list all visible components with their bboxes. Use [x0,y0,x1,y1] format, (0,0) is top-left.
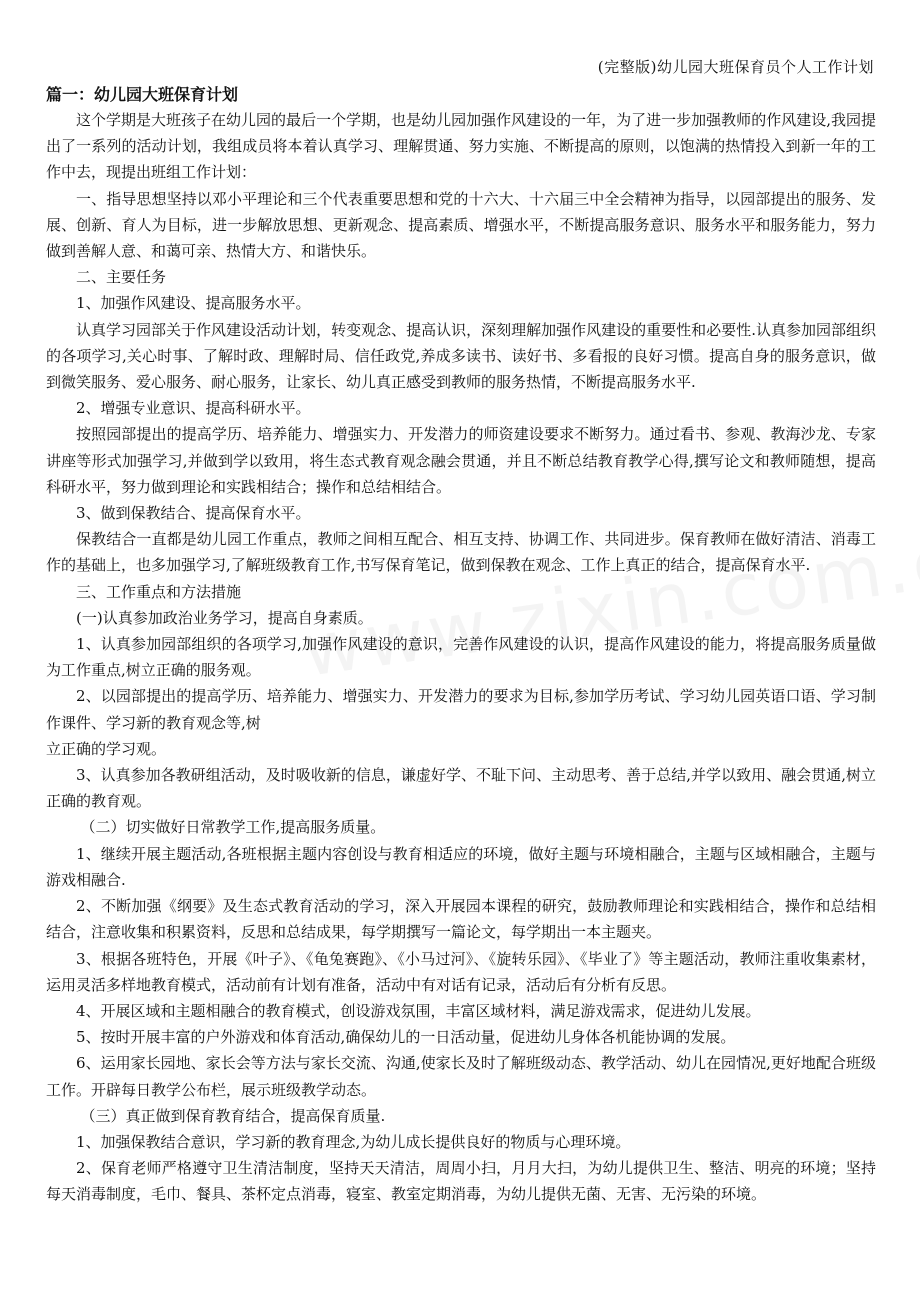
subheading-care-education: （三）真正做到保育教育结合，提高保育质量. [80,1106,386,1125]
intro-paragraph: 这个学期是大班孩子在幼儿园的最后一个学期，也是幼儿园加强作风建设的一年，为了进一步加强教师的作风建设,我园提出了一系列的活动计划，我组成员将本着认真学习、理解贯通、努力实施、不断提高的原则，以饱满的热情投入到新一年的工作中去，现提出班组工作计划： [46,111,876,182]
task-3-heading: 3、做到保教结合、提高保育水平。 [76,504,311,523]
subheading-daily-teaching: （二）切实做好日常教学工作,提高服务质量。 [80,818,386,837]
document-header-title: (完整版)幼儿园大班保育员个人工作计划 [597,58,874,76]
heading-main-tasks: 二、主要任务 [76,268,167,287]
task-1-heading: 1、加强作风建设、提高服务水平。 [76,294,311,313]
care-item-2: 2、保育老师严格遵守卫生清洁制度，坚持天天清洁，周周小扫，月月大扫，为幼儿提供卫生、整洁、明亮的环境；坚持每天消毒制度，毛巾、餐具、茶杯定点消毒，寝室、教室定期消毒，为幼儿提供无菌、无害、无污染的环境。 [46,1159,876,1204]
task-2-paragraph: 按照园部提出的提高学历、培养能力、增强实力、开发潜力的师资建设要求不断努力。通过看书、参观、教海沙龙、专家讲座等形式加强学习,并做到学以致用，将生态式教育观念融会贯通，并且不断总结教育教学心得,撰写论文和教师随想，提高科研水平，努力做到理论和实践相结合；操作和总结相结合。 [46,425,876,496]
section-title: 篇一：幼儿园大班保育计划 [46,85,239,104]
teaching-item-5: 5、按时开展丰富的户外游戏和体育活动,确保幼儿的一日活动量，促进幼儿身体各机能协调的发展。 [76,1028,736,1047]
guiding-ideology-paragraph: 一、指导思想坚持以邓小平理论和三个代表重要思想和党的十六大、十六届三中全会精神为指导，以园部提出的服务、发展、创新、育人为目标，进一步解放思想、更新观念、提高素质、增强水平，不断提高服务意识、服务水平和服务能力，努力做到善解人意、和蔼可亲、热情大方、和谐快乐。 [46,189,876,261]
task-3-paragraph: 保教结合一直都是幼儿园工作重点，教师之间相互配合、相互支持、协调工作、共同进步。保育教师在做好清洁、消毒工作的基础上，也多加强学习,了解班级教育工作,书写保育笔记，做到保教在观念、工作上真正的结合，提高保育水平. [46,530,876,575]
study-item-1: 1、认真参加园部组织的各项学习,加强作风建设的意识，完善作风建设的认识，提高作风建设的能力，将提高服务质量做为工作重点,树立正确的服务观。 [46,635,876,680]
study-item-2-continued: 立正确的学习观。 [46,739,167,758]
teaching-item-3: 3、根据各班特色，开展《叶子》、《龟兔赛跑》、《小马过河》、《旋转乐园》、《毕业了》等主题活动，教师注重收集素材，运用灵活多样地教育模式，活动前有计划有准备，活动中有对话有记录，活动后有分析有反思。 [46,949,876,994]
teaching-item-6: 6、运用家长园地、家长会等方法与家长交流、沟通,使家长及时了解班级动态、教学活动、幼儿在园情况,更好地配合班级工作。开辟每日教学公布栏，展示班级教学动态。 [46,1054,876,1099]
teaching-item-1: 1、继续开展主题活动,各班根据主题内容创设与教育相适应的环境，做好主题与环境相融合，主题与区域相融合，主题与游戏相融合. [46,844,876,889]
study-item-3: 3、认真参加各教研组活动，及时吸收新的信息，谦虚好学、不耻下问、主动思考、善于总结,并学以致用、融会贯通,树立正确的教育观。 [46,766,876,811]
study-item-2: 2、以园部提出的提高学历、培养能力、增强实力、开发潜力的要求为目标,参加学历考试、学习幼儿园英语口语、学习制作课件、学习新的教育观念等,树 [46,687,876,732]
document-body [46,82,876,1208]
task-1-paragraph: 认真学习园部关于作风建设活动计划，转变观念、提高认识，深刻理解加强作风建设的重要性和必要性.认真参加园部组织的各项学习,关心时事、了解时政、理解时局、信任政党,养成多读书、读好书、多看报的良好习惯。提高自身的服务意识，做到微笑服务、爱心服务、耐心服务，让家长、幼儿真正感受到教师的服务热情，不断提高服务水平. [46,320,876,392]
subheading-political-study: (一)认真参加政治业务学习，提高自身素质。 [76,608,373,627]
task-2-heading: 2、增强专业意识、提高科研水平。 [76,399,311,418]
teaching-item-4: 4、开展区域和主题相融合的教育模式，创设游戏氛围，丰富区域材料，满足游戏需求，促进幼儿发展。 [76,1001,761,1020]
teaching-item-2: 2、不断加强《纲要》及生态式教育活动的学习，深入开展园本课程的研究，鼓励教师理论和实践相结合，操作和总结相结合，注意收集和积累资料，反思和总结成果，每学期撰写一篇论文，每学期出一本主题夹。 [46,897,876,942]
heading-key-work-methods: 三、工作重点和方法措施 [76,582,242,601]
care-item-1: 1、加强保教结合意识，学习新的教育理念,为幼儿成长提供良好的物质与心理环境。 [76,1132,631,1151]
